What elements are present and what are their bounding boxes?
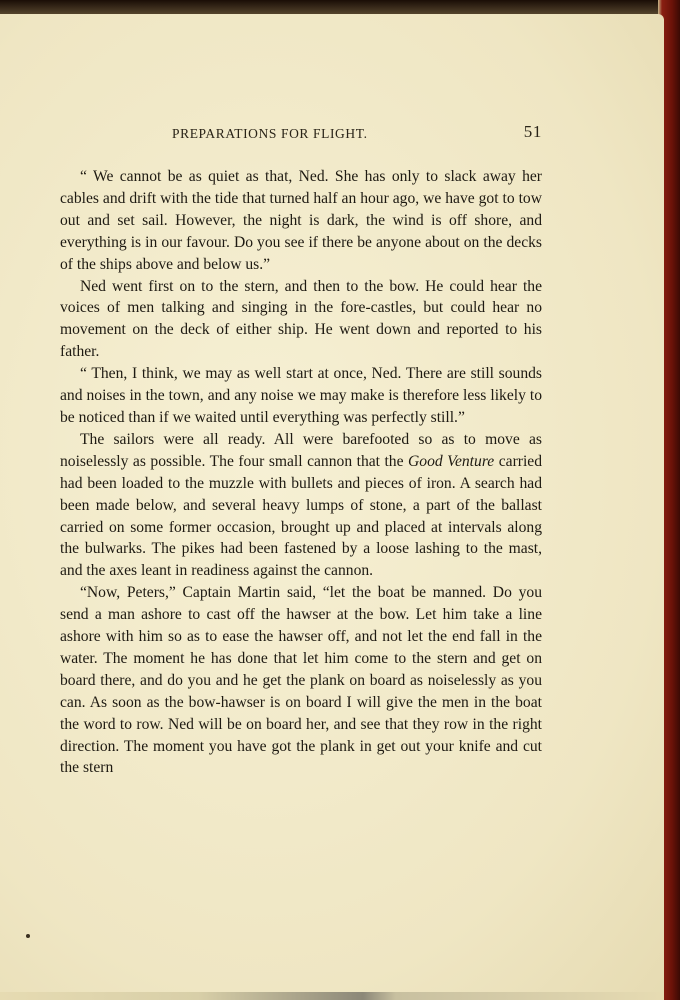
page-speck bbox=[26, 934, 30, 938]
running-title: PREPARATIONS FOR FLIGHT. bbox=[172, 126, 368, 141]
paragraph: “ Then, I think, we may as well start at once, Ned. There are still sounds and noises in the town, and any noise we may make is therefore less likely to be noticed than if we waited until everything was perfectly still.” bbox=[60, 365, 542, 426]
paragraph bbox=[60, 429, 542, 582]
body-text bbox=[60, 166, 542, 779]
paragraph: “ We cannot be as quiet as that, Ned. She has only to slack away her cables and drift with the tide that turned half an hour ago, we have got to tow out and set sail. However, the night is dark, the wind is off shore, and everything is in our favour. Do you see if there be anyone about on the decks of the ships above and below us.” bbox=[60, 168, 542, 273]
ship-name: Good Venture bbox=[408, 452, 495, 470]
page-bottom-edge bbox=[0, 992, 660, 1000]
book-page bbox=[0, 14, 664, 1000]
running-header bbox=[60, 122, 542, 144]
paragraph: “Now, Peters,” Captain Martin said, “let the boat be manned. Do you send a man ashore to cast off the hawser at the bow. Let him take a line ashore with him so as to ease the hawser off, and not let the end fall in the water. The moment he has done that let him come to the stern and get on board there, and do you and he get the plank on board as noiselessly as you can. As soon as the bow-hawser is on board I will give the men in the boat the word to row. Ned will be on board her, and see that they row in the right direction. The moment you have got the plank in get out your knife and cut the stern bbox=[60, 584, 542, 777]
paragraph-text: carried had been loaded to the muzzle with bullets and pieces of iron. A search had been made below, and several heavy lumps of stone, a part of the ballast carried on some former occasion, brought up and placed at intervals along the bulwarks. The pikes had been fastened by a loose lashing to the mast, and the axes leant in readiness against the cannon. bbox=[60, 452, 543, 580]
page-number: 51 bbox=[523, 122, 542, 141]
paragraph: Ned went first on to the stern, and then to the bow. He could hear the voices of men talking and singing in the fore-castles, but could hear no movement on the deck of either ship. He went down and reported to his father. bbox=[60, 277, 542, 361]
paragraph-text: The sailors were all ready. All were barefooted so as to move as noiselessly as possible. The four small cannon that the bbox=[60, 430, 542, 470]
